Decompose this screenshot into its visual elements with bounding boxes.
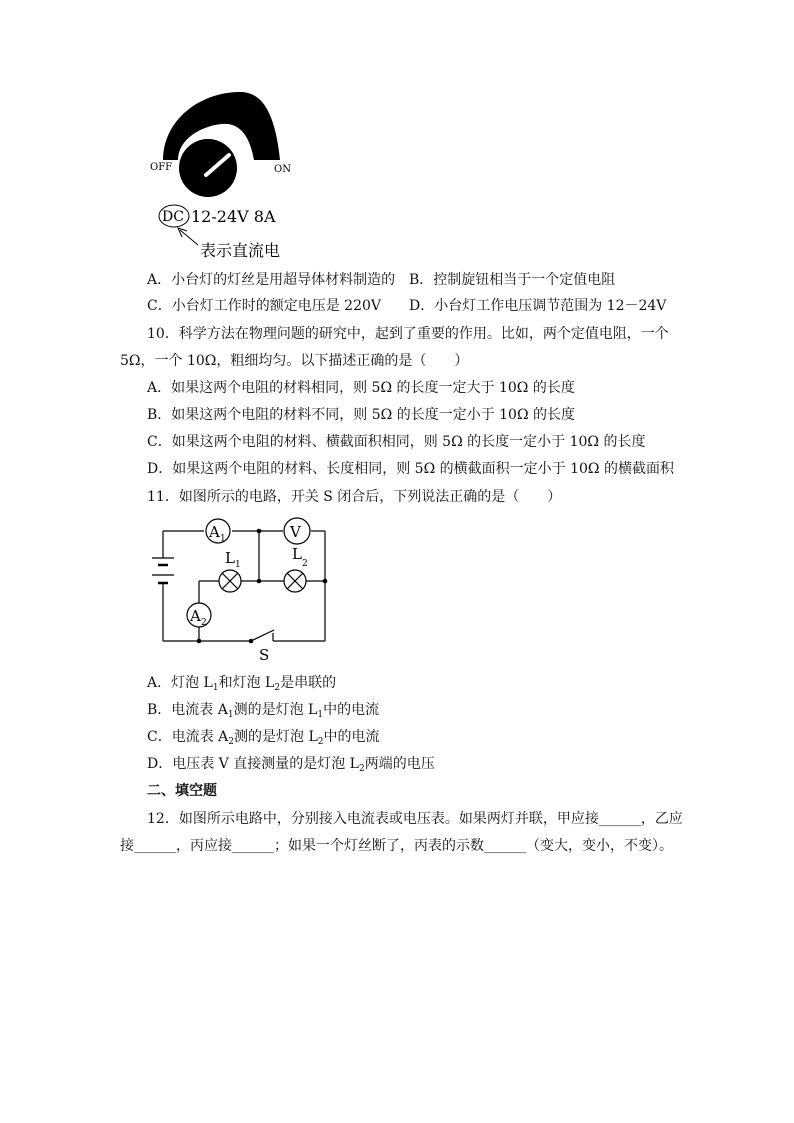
q11-c-sub1: 2	[228, 737, 235, 747]
q11-stem: 11．如图所示的电路，开关 S 闭合后，下列说法正确的是（ ）	[147, 489, 562, 505]
q12-line1: 12．如图所示电路中，分别接入电流表或电压表。如果两灯并联，甲应接______，乙应	[147, 811, 683, 827]
q9-option-b: B．控制旋钮相当于一个定值电阻	[409, 272, 616, 288]
q11-b-part1: B．电流表 A	[147, 702, 228, 718]
ammeter-a2-label: A	[190, 607, 201, 625]
q12-line2: 接______，丙应接______；如果一个灯丝断了，丙表的示数______（变大，变小，不变）。	[120, 838, 673, 854]
q11-b-part3: 中的电流	[323, 702, 380, 718]
q11-c-part2: 测的是灯泡 L	[234, 729, 318, 745]
lamp-l1-sub: 1	[235, 560, 241, 570]
q10-option-b: B．如果这两个电阻的材料不同，则 5Ω 的长度一定小于 10Ω 的长度	[147, 407, 576, 423]
q11-a-part1: A．灯泡 L	[147, 675, 213, 691]
q11-c-part1: C．电流表 A	[147, 729, 229, 745]
note-arrow	[180, 230, 198, 245]
ammeter-a1-icon	[206, 519, 230, 544]
lamp-l2-label: L	[292, 545, 302, 563]
rating-label: 12-24V 8A	[191, 207, 276, 226]
dc-note: 表示直流电	[200, 241, 281, 260]
on-label: ON	[274, 164, 291, 175]
ammeter-a2-icon	[187, 603, 211, 628]
q11-option-d	[147, 754, 435, 774]
ammeter-a1-sub: 1	[220, 534, 226, 544]
q11-option-b	[147, 700, 379, 720]
q9-option-d: D．小台灯工作电压调节范围为 12－24V	[409, 298, 667, 314]
q11-a-sub1: 1	[212, 683, 219, 693]
lamp-l1-label: L	[225, 549, 235, 567]
q10-option-a: A．如果这两个电阻的材料相同，则 5Ω 的长度一定大于 10Ω 的长度	[147, 380, 575, 396]
q11-a-sub2: 2	[274, 683, 281, 693]
q11-a-part3: 是串联的	[280, 675, 337, 691]
q10-stem-line2: 5Ω，一个 10Ω，粗细均匀。以下描述正确的是（ ）	[120, 353, 469, 369]
q11-b-sub1: 1	[227, 710, 234, 720]
knob-dial	[179, 139, 237, 197]
circuit-diagram	[0, 510, 794, 680]
section-title-fill-blank: 二、填空题	[147, 783, 217, 799]
battery-icon	[152, 558, 174, 583]
q9-option-a: A．小台灯的灯丝是用超导体材料制造的	[147, 272, 396, 288]
voltmeter-label: V	[290, 523, 301, 541]
q11-option-c	[147, 727, 380, 747]
q9-option-c: C．小台灯工作时的额定电压是 220V	[147, 298, 381, 314]
ammeter-a1-label: A	[209, 523, 220, 541]
dc-label: DC	[162, 209, 184, 225]
off-label: OFF	[150, 162, 173, 173]
q10-stem-line1: 10．科学方法在物理问题的研究中，起到了重要的作用。比如，两个定值电阻，一个	[147, 326, 669, 342]
q11-b-part2: 测的是灯泡 L	[233, 702, 318, 718]
ammeter-a2-sub: 2	[201, 618, 207, 628]
lamp-l1-icon	[219, 549, 241, 592]
q11-b-sub2: 1	[317, 710, 324, 720]
q10-option-c: C．如果这两个电阻的材料、横截面积相同，则 5Ω 的长度一定小于 10Ω 的长度	[147, 434, 646, 450]
knob-figure	[0, 0, 794, 270]
q11-d-sub1: 2	[358, 764, 365, 774]
lamp-l2-icon	[284, 545, 308, 592]
voltmeter-icon	[284, 518, 310, 544]
lamp-l2-sub: 2	[302, 559, 308, 569]
q11-a-part2: 和灯泡 L	[218, 675, 275, 691]
q10-option-d: D．如果这两个电阻的材料、长度相同，则 5Ω 的横截面积一定小于 10Ω 的横截面积	[147, 461, 674, 477]
q11-d-part1: D．电压表 V 直接测量的是灯泡 L	[147, 756, 359, 772]
q11-option-a	[147, 673, 336, 693]
switch-label: S	[259, 646, 270, 664]
q11-c-part3: 中的电流	[323, 729, 380, 745]
q11-d-part2: 两端的电压	[364, 756, 435, 772]
q11-c-sub2: 2	[317, 737, 324, 747]
